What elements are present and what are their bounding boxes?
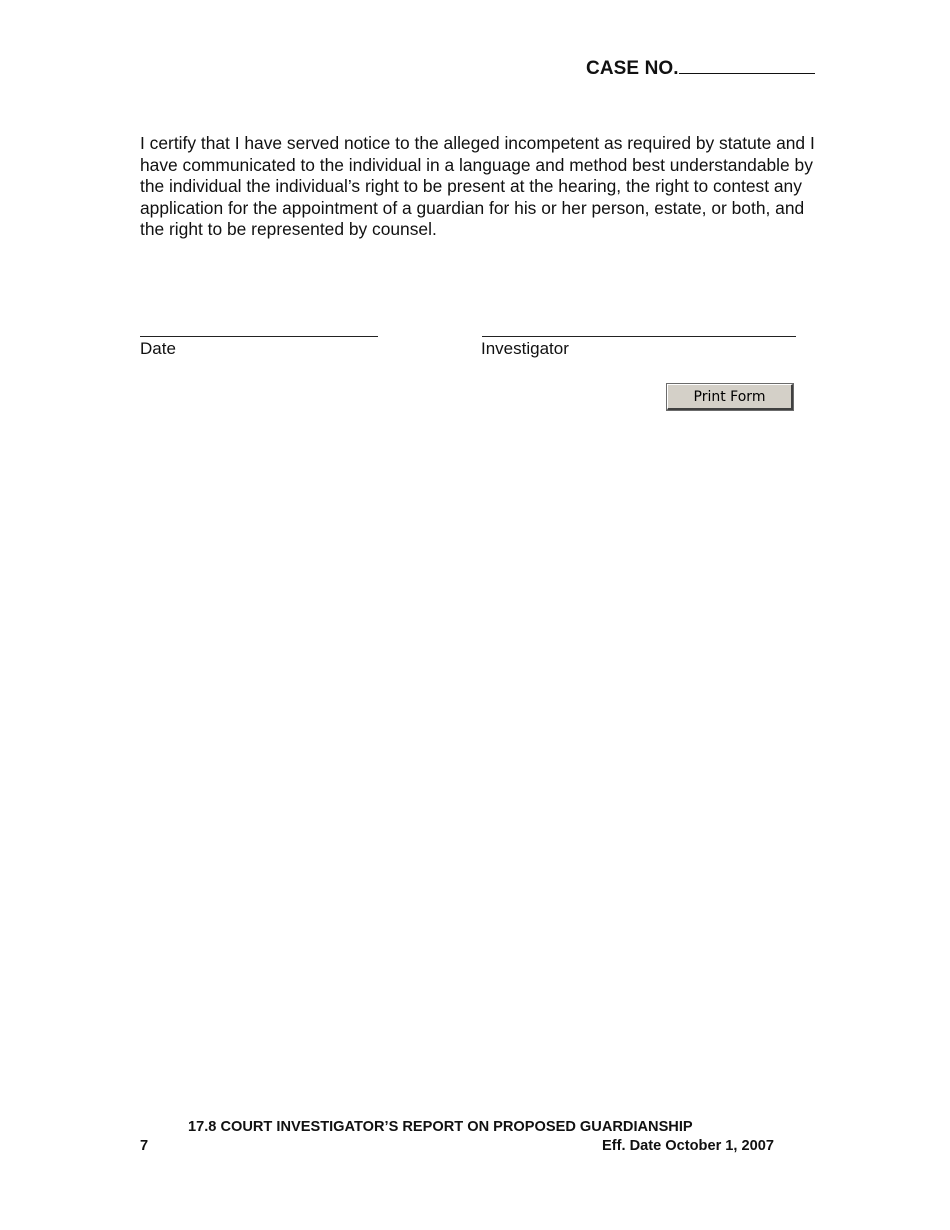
- print-form-button[interactable]: Print Form: [667, 384, 793, 410]
- investigator-signature-line[interactable]: [482, 336, 796, 337]
- investigator-label: Investigator: [481, 339, 569, 358]
- case-number-field: [586, 56, 815, 80]
- case-number-blank[interactable]: [679, 56, 815, 74]
- date-label: Date: [140, 339, 176, 358]
- case-number-label: CASE NO.: [586, 58, 679, 79]
- page-number: 7: [140, 1138, 149, 1154]
- footer-form-title: 17.8 COURT INVESTIGATOR’S REPORT ON PROPOSED GUARDIANSHIP: [188, 1119, 693, 1135]
- date-signature-line[interactable]: [140, 336, 378, 337]
- certification-statement: I certify that I have served notice to the alleged incompetent as required by statute and I have communicated to the individual in a language and method best understandable by the individual the individual’s right to be present at the hearing, the right to contest any application for the appointment of a guardian for his or her person, estate, or both, and the right to be represented by counsel.: [140, 133, 815, 240]
- effective-date: Eff. Date October 1, 2007: [602, 1138, 774, 1154]
